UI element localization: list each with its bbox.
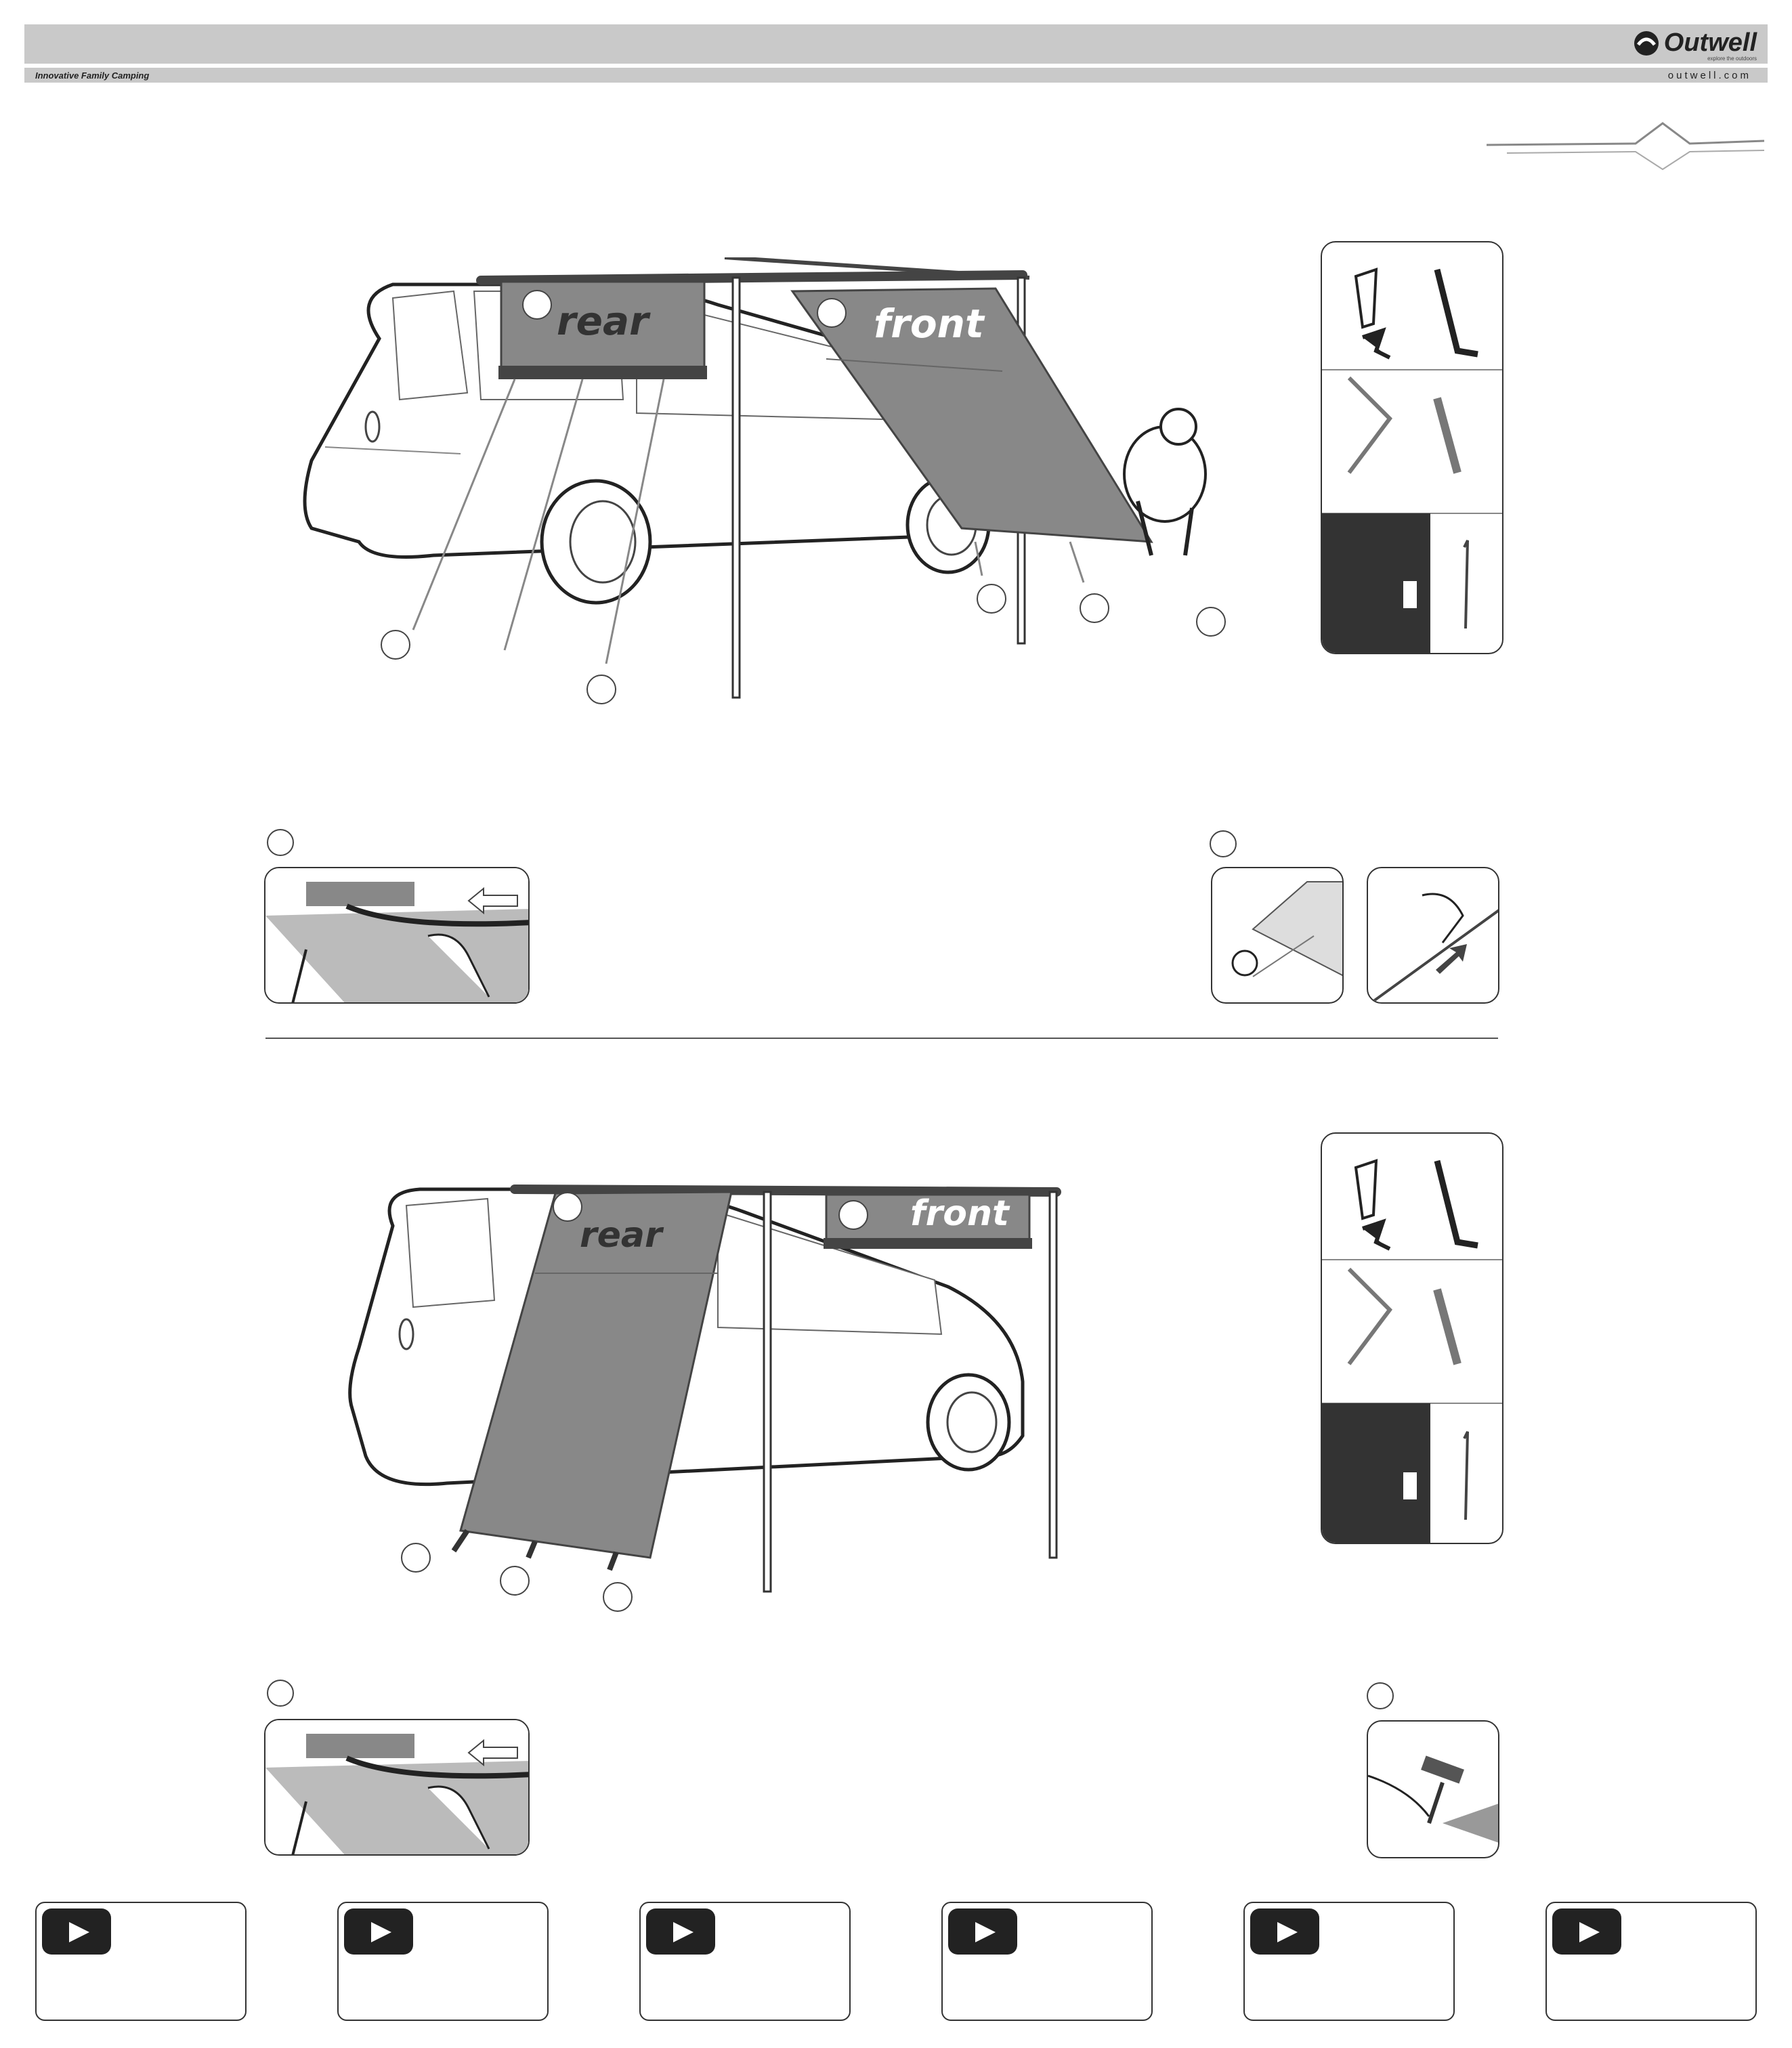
front-label: front — [874, 301, 984, 347]
detail-frame-tension — [1367, 867, 1499, 1004]
guy-line-illustration — [1212, 868, 1344, 1004]
rail-insert-illustration — [265, 1720, 530, 1856]
detail-frame-peg-hammer — [1367, 1720, 1499, 1858]
rail-insert-illustration — [265, 868, 530, 1004]
callout-marker — [500, 1566, 530, 1596]
callout-marker — [1210, 830, 1237, 857]
callout-marker — [267, 1680, 294, 1707]
callout-marker — [267, 829, 294, 856]
rear-label: rear — [580, 1215, 662, 1256]
rear-label: rear — [557, 298, 649, 344]
play-icon[interactable] — [344, 1908, 413, 1955]
play-icon[interactable] — [1250, 1908, 1319, 1955]
brand-logo — [1633, 28, 1757, 62]
van-awning-illustration-rear-panel — [298, 257, 1246, 704]
video-link-button[interactable] — [1545, 1902, 1757, 2021]
peg-types-illustration — [1322, 242, 1503, 654]
callout-marker — [817, 298, 847, 328]
callout-marker — [1367, 1682, 1394, 1709]
callout-marker — [522, 290, 552, 320]
video-link-button[interactable] — [941, 1902, 1153, 2021]
play-icon[interactable] — [1552, 1908, 1621, 1955]
tension-illustration — [1368, 868, 1499, 1004]
decorative-wave — [1487, 121, 1771, 175]
detail-frame-rail-insert — [264, 1719, 530, 1856]
section-divider — [265, 1038, 1498, 1039]
callout-marker — [977, 584, 1006, 614]
play-icon[interactable] — [42, 1908, 111, 1955]
callout-marker — [381, 630, 410, 660]
video-link-button[interactable] — [35, 1902, 247, 2021]
video-link-button[interactable] — [337, 1902, 549, 2021]
peg-type-panel — [1321, 1132, 1503, 1544]
brand-subtitle: explore the outdoors — [1707, 56, 1757, 62]
callout-marker — [838, 1200, 868, 1230]
peg-type-panel — [1321, 241, 1503, 654]
front-label: front — [910, 1193, 1009, 1234]
play-icon[interactable] — [646, 1908, 715, 1955]
detail-frame-rail-insert — [264, 867, 530, 1004]
detail-frame-guy-line — [1211, 867, 1344, 1004]
callout-marker — [401, 1543, 431, 1573]
callout-marker — [603, 1582, 633, 1612]
callout-marker — [553, 1192, 582, 1222]
callout-marker — [1196, 607, 1226, 637]
callout-marker — [1080, 593, 1109, 623]
callout-marker — [586, 675, 616, 704]
tagline: Innovative Family Camping — [35, 70, 150, 81]
header-strip — [24, 68, 1768, 83]
video-link-button[interactable] — [1243, 1902, 1455, 2021]
play-icon[interactable] — [948, 1908, 1017, 1955]
peg-hammer-illustration — [1368, 1722, 1499, 1858]
video-link-button[interactable] — [639, 1902, 851, 2021]
brand-name: Outwell — [1663, 28, 1757, 57]
header-bar — [24, 24, 1768, 64]
peg-types-illustration — [1322, 1134, 1503, 1544]
website-url: outwell.com — [1667, 70, 1751, 81]
logo-mark-icon — [1633, 30, 1660, 57]
